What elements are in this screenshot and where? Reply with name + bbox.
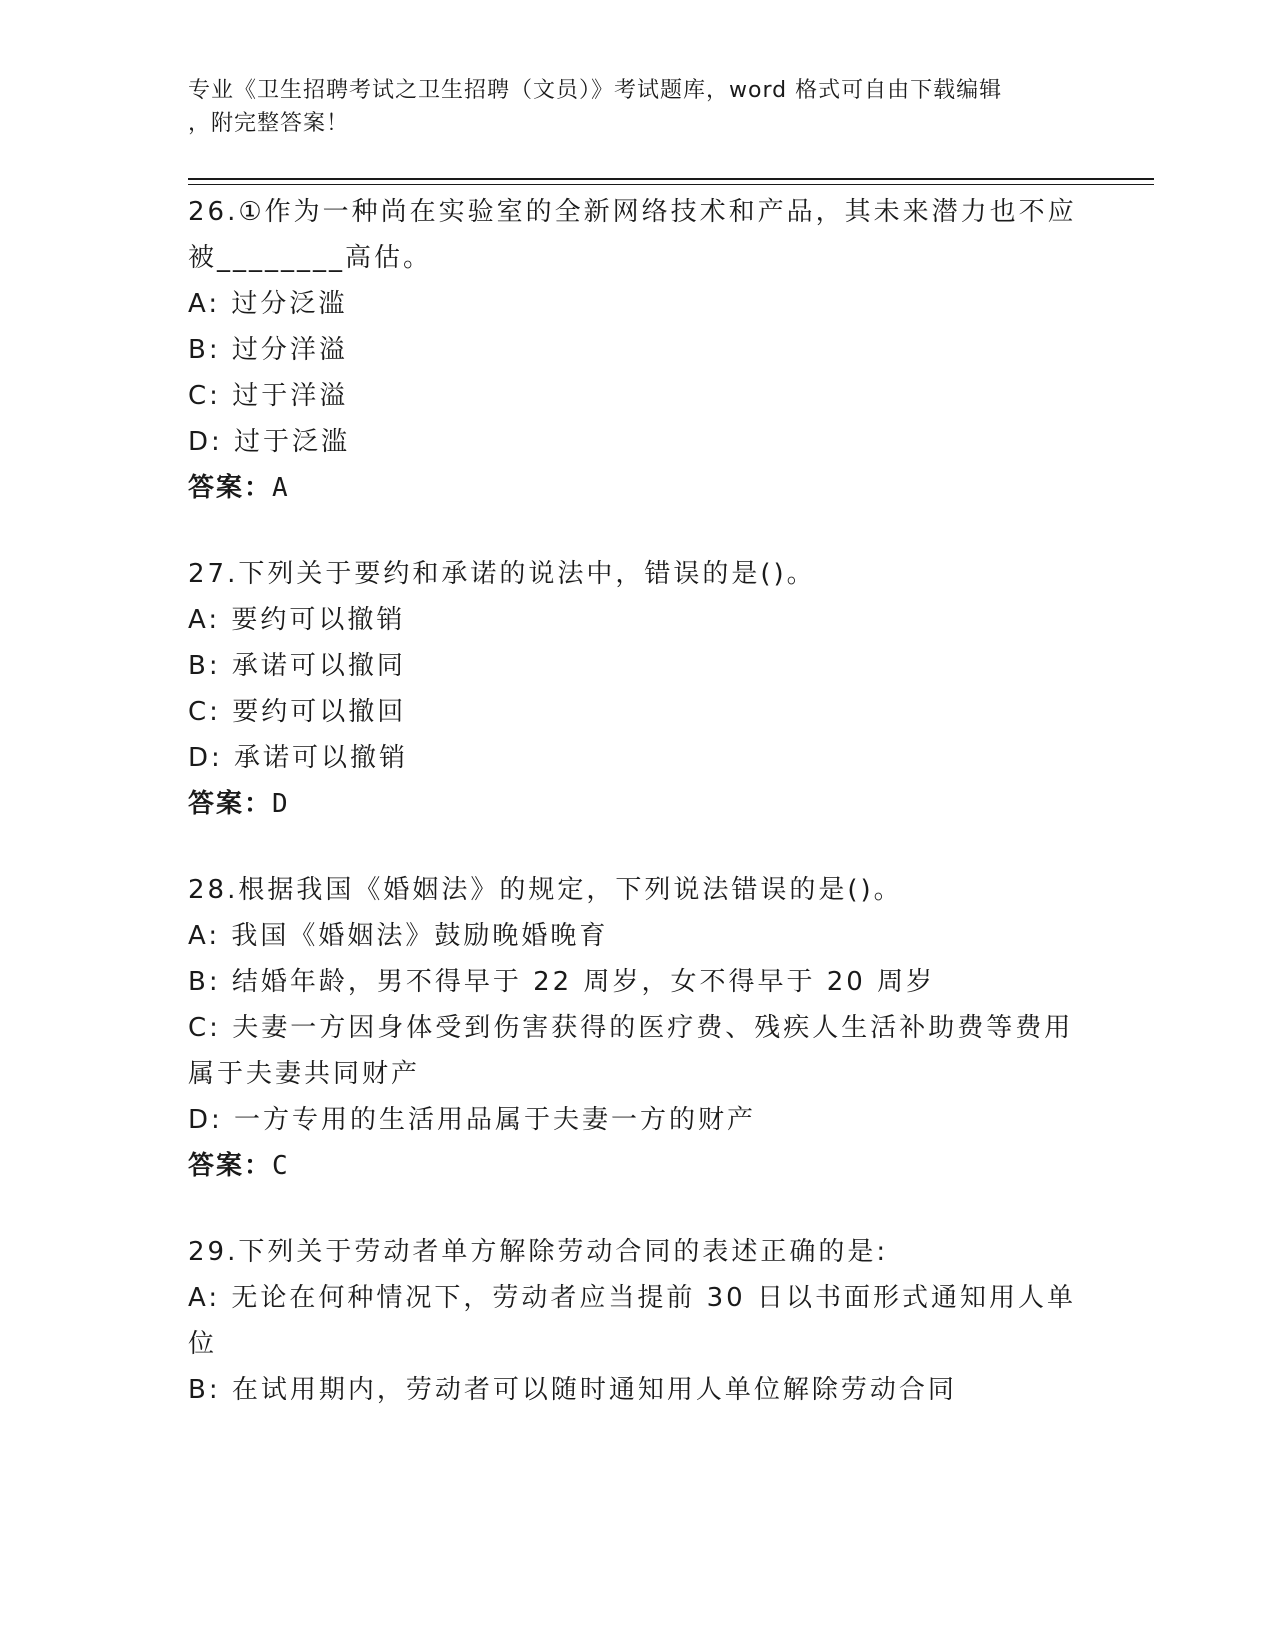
option-text: 过于泛滥 bbox=[234, 427, 351, 457]
question-text bbox=[188, 867, 1088, 913]
question-text bbox=[188, 189, 1088, 281]
option-text: 结婚年龄，男不得早于 22 周岁，女不得早于 20 周岁 bbox=[231, 967, 936, 997]
option-letter: B: bbox=[188, 651, 221, 681]
answer-label: 答案： bbox=[188, 789, 273, 819]
question-number: 29. bbox=[188, 1237, 239, 1267]
option-d bbox=[188, 1097, 1088, 1143]
option-d bbox=[188, 735, 1088, 781]
option-c bbox=[188, 1005, 1088, 1097]
option-letter: B: bbox=[188, 335, 221, 365]
option-a bbox=[188, 913, 1088, 959]
option-b bbox=[188, 959, 1088, 1005]
option-text: 在试用期内，劳动者可以随时通知用人单位解除劳动合同 bbox=[231, 1375, 957, 1405]
question-stem: 根据我国《婚姻法》的规定，下列说法错误的是()。 bbox=[238, 875, 903, 905]
option-letter: A: bbox=[188, 1283, 221, 1313]
header-line-1: 专业《卫生招聘考试之卫生招聘（文员）》考试题库，word 格式可自由下载编辑 bbox=[188, 78, 1003, 103]
question-stem: 下列关于要约和承诺的说法中，错误的是()。 bbox=[238, 559, 816, 589]
option-text: 承诺可以撤销 bbox=[234, 743, 409, 773]
option-text: 承诺可以撤同 bbox=[231, 651, 406, 681]
option-text: 要约可以撤回 bbox=[232, 697, 407, 727]
option-text: 过分洋溢 bbox=[231, 335, 348, 365]
option-letter: C: bbox=[188, 697, 221, 727]
option-letter: D: bbox=[188, 427, 223, 457]
option-b bbox=[188, 1367, 1088, 1413]
option-letter: C: bbox=[188, 381, 221, 411]
answer-label: 答案： bbox=[188, 1151, 273, 1181]
option-letter: A: bbox=[188, 289, 221, 319]
option-text: 夫妻一方因身体受到伤害获得的医疗费、残疾人生活补助费等费用属于夫妻共同财产 bbox=[188, 1013, 1074, 1089]
option-c bbox=[188, 689, 1088, 735]
question-text bbox=[188, 551, 1088, 597]
option-a bbox=[188, 281, 1088, 327]
question-number: 27. bbox=[188, 559, 239, 589]
question-stem: 下列关于劳动者单方解除劳动合同的表述正确的是: bbox=[238, 1237, 889, 1267]
answer-line bbox=[188, 781, 1088, 827]
header-note bbox=[188, 74, 1078, 140]
option-d bbox=[188, 419, 1088, 465]
answer-value: D bbox=[272, 789, 290, 819]
question-29 bbox=[188, 1229, 1088, 1413]
answer-value: A bbox=[272, 473, 290, 503]
answer-line bbox=[188, 1143, 1088, 1189]
header-rule-thin bbox=[188, 184, 1154, 185]
answer-line bbox=[188, 465, 1088, 511]
option-text: 一方专用的生活用品属于夫妻一方的财产 bbox=[234, 1105, 757, 1135]
question-27 bbox=[188, 551, 1088, 827]
option-letter: B: bbox=[188, 967, 221, 997]
option-b bbox=[188, 327, 1088, 373]
question-26 bbox=[188, 189, 1088, 511]
question-stem: ①作为一种尚在实验室的全新网络技术和产品，其未来潜力也不应被________高估。 bbox=[188, 197, 1077, 273]
option-letter: B: bbox=[188, 1375, 221, 1405]
option-letter: C: bbox=[188, 1013, 221, 1043]
answer-label: 答案： bbox=[188, 473, 273, 503]
header-rule-thick bbox=[188, 178, 1154, 180]
option-a bbox=[188, 1275, 1088, 1367]
option-letter: D: bbox=[188, 1105, 223, 1135]
option-letter: A: bbox=[188, 921, 221, 951]
header-line-2: ，附完整答案！ bbox=[188, 111, 350, 136]
option-text: 要约可以撤销 bbox=[231, 605, 406, 635]
option-c bbox=[188, 373, 1088, 419]
answer-value: C bbox=[272, 1151, 290, 1181]
option-letter: A: bbox=[188, 605, 221, 635]
question-number: 28. bbox=[188, 875, 239, 905]
question-number: 26. bbox=[188, 197, 239, 227]
question-28 bbox=[188, 867, 1088, 1189]
question-list bbox=[188, 189, 1088, 1453]
option-b bbox=[188, 643, 1088, 689]
option-text: 过于洋溢 bbox=[232, 381, 349, 411]
option-a bbox=[188, 597, 1088, 643]
option-text: 我国《婚姻法》鼓励晚婚晚育 bbox=[231, 921, 609, 951]
question-text bbox=[188, 1229, 1088, 1275]
option-text: 无论在何种情况下，劳动者应当提前 30 日以书面形式通知用人单位 bbox=[188, 1283, 1076, 1359]
option-letter: D: bbox=[188, 743, 223, 773]
option-text: 过分泛滥 bbox=[231, 289, 348, 319]
